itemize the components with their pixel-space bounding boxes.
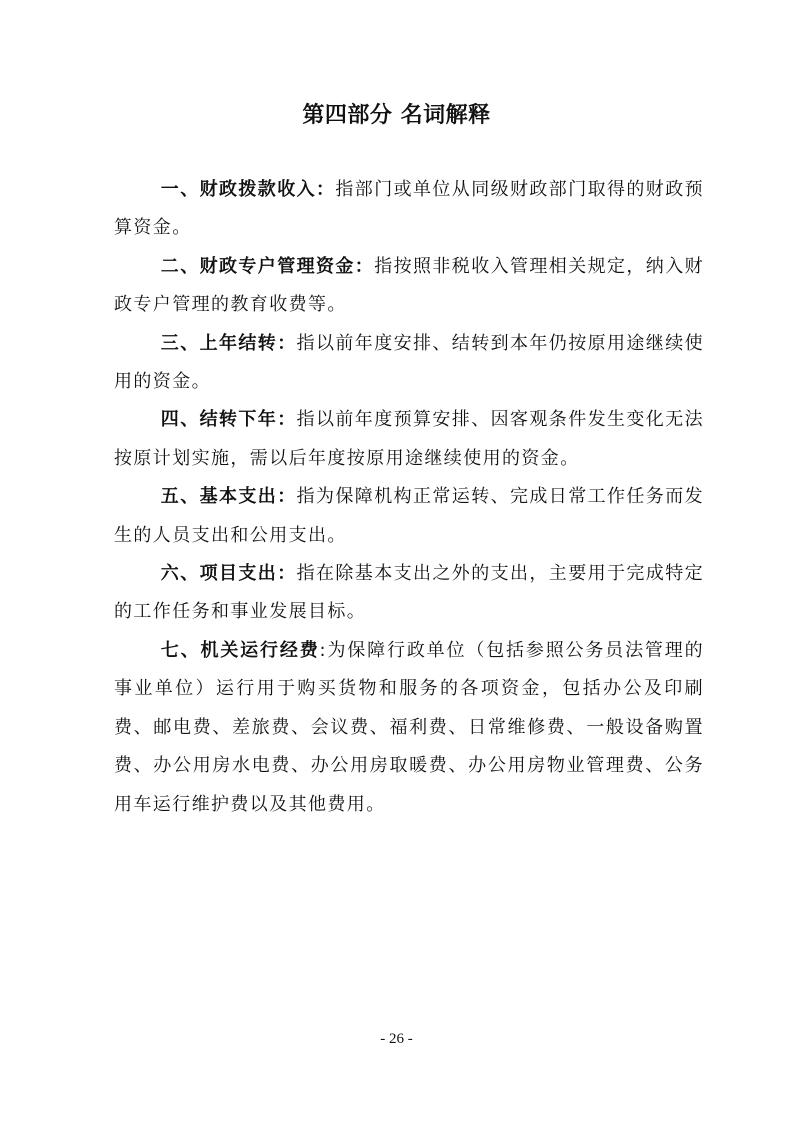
- term-label: 三、上年结转：: [160, 332, 297, 354]
- term-label: 五、基本支出：: [160, 486, 297, 508]
- term-label: 二、财政专户管理资金：: [160, 255, 375, 277]
- term-definition: 指为保障机构正常运转、完成日常工作任务而发生的人员支出和公用支出。: [114, 486, 705, 546]
- term-definition: 指在除基本支出之外的支出，主要用于完成特定的工作任务和事业发展目标。: [114, 563, 705, 623]
- term-definition: :为保障行政单位（包括参照公务员法管理的事业单位）运行用于购买货物和服务的各项资金，包括办公及印刷费、邮电费、差旅费、会议费、福利费、日常维修费、一般设备购置费、办公用房水电费、办公用房取暖费、办公用房物业管理费、公务用车运行维护费以及其他费用。: [114, 639, 705, 815]
- term-definition: 指以前年度预算安排、因客观条件发生变化无法按原计划实施，需以后年度按原用途继续使用的资金。: [114, 409, 705, 469]
- definition-paragraph-7: [114, 632, 704, 824]
- term-label: 七、机关运行经费: [160, 639, 320, 661]
- page-number: - 26 -: [380, 1031, 413, 1047]
- definition-paragraph-5: [114, 478, 704, 555]
- term-definition: 指按照非税收入管理相关规定，纳入财政专户管理的教育收费等。: [114, 255, 705, 316]
- term-definition: 指部门或单位从同级财政部门取得的财政预算资金。: [114, 179, 705, 239]
- definition-paragraph-1: [114, 171, 704, 248]
- page-title: 第四部分 名词解释: [302, 103, 491, 128]
- definition-paragraph-6: [114, 555, 704, 632]
- definitions-body: [114, 171, 704, 824]
- definition-paragraph-3: [114, 325, 704, 402]
- term-definition: 指以前年度安排、结转到本年仍按原用途继续使用的资金。: [114, 332, 705, 393]
- term-label: 四、结转下年：: [160, 409, 297, 431]
- term-label: 一、财政拨款收入：: [160, 179, 336, 200]
- term-label: 六、项目支出：: [160, 563, 297, 585]
- definition-paragraph-4: [114, 401, 704, 478]
- definition-paragraph-2: [114, 248, 704, 325]
